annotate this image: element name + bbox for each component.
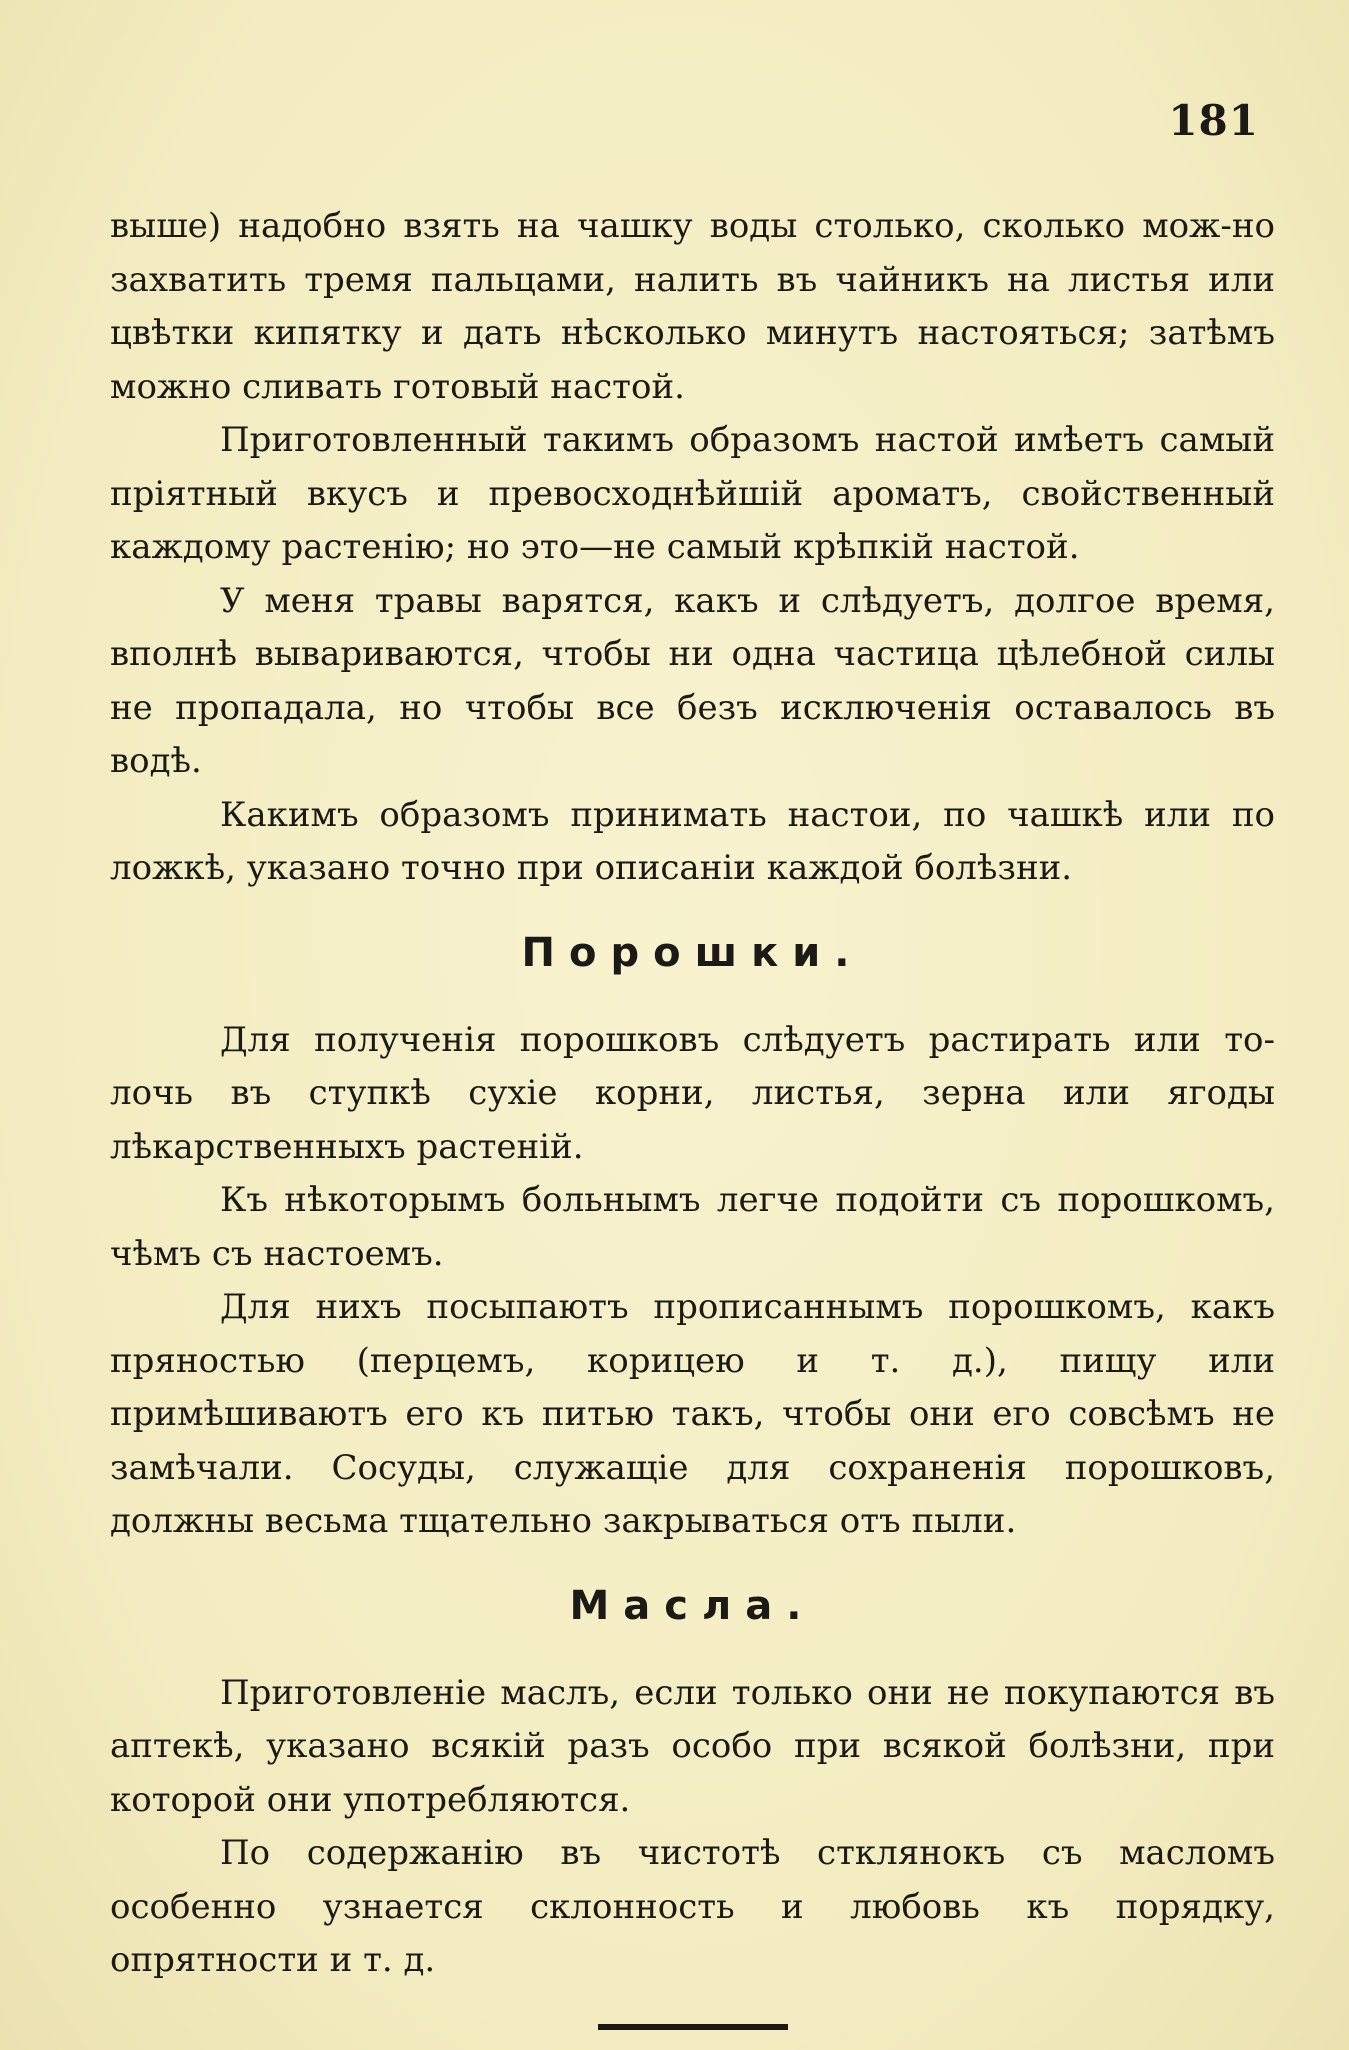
paragraph: У меня травы варятся, какъ и слѣдуетъ, долгое время, вполнѣ вывариваются, чтобы ни одна частица цѣлебной силы не пропадала, но чтобы все безъ исключенія оставалось въ водѣ.	[110, 580, 1275, 781]
paragraph: Какимъ образомъ принимать настои, по чашкѣ или по ложкѣ, указано точно при описаніи каждой болѣзни.	[110, 794, 1275, 888]
paragraph: выше) надобно взять на чашку воды столько, сколько мож-но захватить тремя пальцами, налить въ чайникъ на листья или цвѣтки кипятку и дать нѣсколько минутъ настояться; затѣмъ можно сливать готовый настой.	[110, 206, 1275, 407]
section-end-rule	[598, 2024, 788, 2030]
paragraph: Для полученія порошковъ слѣдуетъ растирать или то-лочь въ ступкѣ сухіе корни, листья, зерна или ягоды лѣкарственныхъ растеній.	[110, 1019, 1275, 1167]
paragraph: Къ нѣкоторымъ больнымъ легче подойти съ порошкомъ, чѣмъ съ настоемъ.	[110, 1180, 1275, 1274]
paragraph: Приготовленіе маслъ, если только они не покупаются въ аптекѣ, указано всякій разъ особо при всякой болѣзни, при которой они употребляются.	[110, 1672, 1275, 1820]
paragraph: Для нихъ посыпаютъ прописаннымъ порошкомъ, какъ пряностью (перцемъ, корицею и т. д.), пищу или примѣшиваютъ его къ питью такъ, чтобы они его совсѣмъ не замѣчали. Сосуды, служащіе для сохраненія порошковъ, должны весьма тщательно закрываться отъ пыли.	[110, 1287, 1275, 1541]
section-heading-powders: Порошки.	[521, 929, 864, 976]
page-number: 181	[1168, 96, 1259, 145]
paragraph: Приготовленный такимъ образомъ настой имѣетъ самый пріятный вкусъ и превосходнѣйшій ароматъ, свойственный каждому растенію; но это—не самый крѣпкій настой.	[110, 420, 1275, 567]
page-body	[110, 200, 1275, 2030]
paragraph: По содержанію въ чистотѣ стклянокъ съ масломъ особенно узнается склонность и любовь къ порядку, опрятности и т. д.	[110, 1833, 1275, 1980]
section-heading-oils: Масла.	[569, 1582, 816, 1629]
